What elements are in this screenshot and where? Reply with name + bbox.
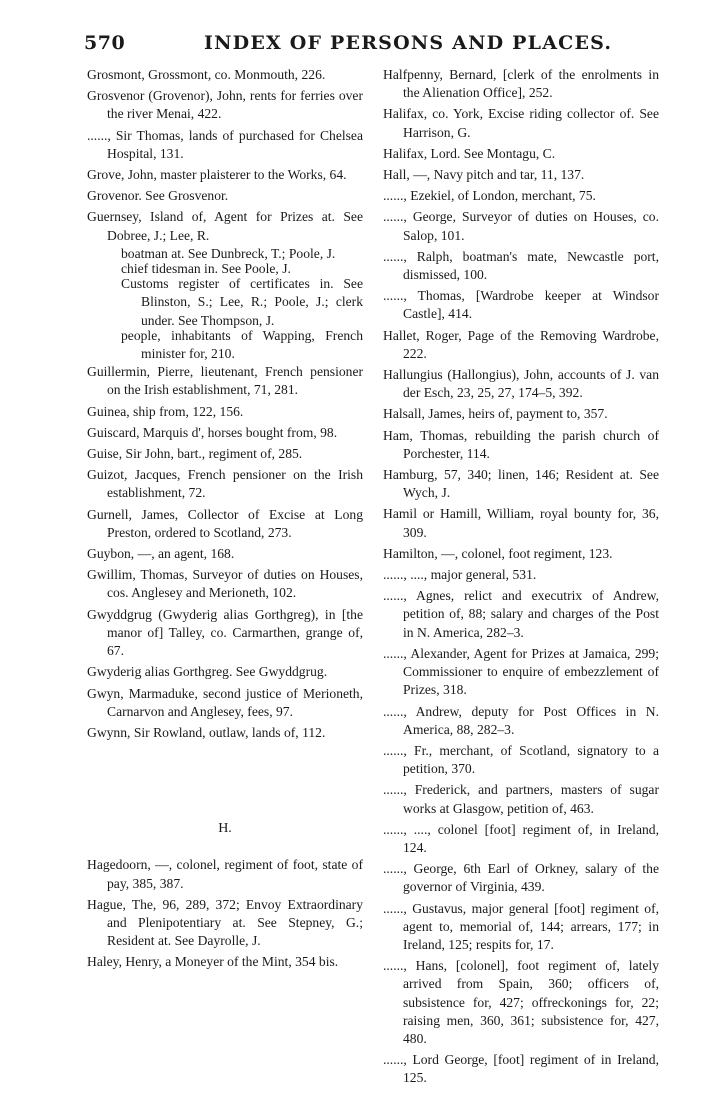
index-entry: Hamilton, —, colonel, foot regiment, 123. (383, 545, 613, 561)
index-entry: Hallungius (Hallongius), John, accounts of J. van der Esch, 23, 25, 27, 174–5, 392. (383, 367, 659, 401)
index-entry: ......, George, Surveyor of duties on Houses, co. Salop, 101. (383, 209, 659, 243)
index-entry: ......, Sir Thomas, lands of purchased for Chelsea Hospital, 131. (87, 127, 363, 161)
index-entry: Gwillim, Thomas, Surveyor of duties on Houses, cos. Anglesey and Merioneth, 102. (87, 567, 363, 601)
index-entry: Hall, —, Navy pitch and tar, 11, 137. (383, 167, 585, 183)
index-entry: Haley, Henry, a Moneyer of the Mint, 354 bis. (87, 954, 339, 970)
index-entry: Guybon, —, an agent, 168. (87, 546, 235, 562)
index-entry: Hamil or Hamill, William, royal bounty for, 36, 309. (383, 506, 659, 540)
index-entry: ......, ...., major general, 531. (383, 567, 537, 583)
index-entry: Guizot, Jacques, French pensioner on the Irish establishment, 72. (87, 467, 363, 501)
index-entry: ......, Lord George, [foot] regiment of in Ireland, 125. (383, 1052, 659, 1086)
index-entry: Guiscard, Marquis d', horses bought from, 98. (87, 424, 338, 440)
index-entry: ......, George, 6th Earl of Orkney, salary of the governor of Virginia, 439. (383, 861, 659, 895)
index-entry: Hagedoorn, —, colonel, regiment of foot, state of pay, 385, 387. (87, 857, 363, 891)
page-header (84, 30, 654, 56)
index-entry: Halfpenny, Bernard, [clerk of the enrolments in the Alienation Office], 252. (383, 67, 659, 101)
index-entry: boatman at. See Dunbreck, T.; Poole, J. (121, 245, 336, 261)
index-entry: Hamburg, 57, 340; linen, 146; Resident at. See Wych, J. (383, 467, 659, 501)
section-letter-heading: H. (218, 821, 232, 837)
left-column (87, 66, 363, 975)
index-entry: Halifax, Lord. See Montagu, C. (383, 145, 556, 161)
index-entry: Grove, John, master plaisterer to the Works, 64. (87, 167, 347, 183)
index-entry: Hallet, Roger, Page of the Removing Wardrobe, 222. (383, 327, 659, 361)
index-entry: ......, Fr., merchant, of Scotland, signatory to a petition, 370. (383, 742, 659, 777)
index-entry: Gwynn, Sir Rowland, outlaw, lands of, 112. (87, 724, 326, 740)
index-entry: ......, ...., colonel [foot] regiment of, in Ireland, 124. (383, 821, 659, 855)
index-entry: Hague, The, 96, 289, 372; Envoy Extraordinary and Plenipotentiary at. See Stepney, G.; Resident at. See Dayrolle, J. (87, 896, 363, 949)
index-entry: Guillermin, Pierre, lieutenant, French pensioner on the Irish establishment, 71, 281. (87, 364, 363, 398)
index-entry: Grosvenor (Grovenor), John, rents for ferries over the river Menai, 422. (87, 88, 363, 122)
index-entry: people, inhabitants of Wapping, French minister for, 210. (121, 327, 363, 362)
index-entry: Guise, Sir John, bart., regiment of, 285. (87, 446, 303, 462)
index-entry: Grosmont, Grossmont, co. Monmouth, 226. (87, 67, 326, 82)
index-entry: Gwyderig alias Gorthgreg. See Gwyddgrug. (87, 664, 328, 680)
index-entry: Gwyn, Marmaduke, second justice of Merioneth, Carnarvon and Anglesey, fees, 97. (87, 685, 363, 719)
index-entry: Guernsey, Island of, Agent for Prizes at. See Dobree, J.; Lee, R. (87, 209, 363, 243)
index-entry: ......, Alexander, Agent for Prizes at Jamaica, 299; Commissioner to enquire of embezzlement of Prizes, 318. (383, 645, 659, 698)
index-entry: Halsall, James, heirs of, payment to, 357. (383, 406, 608, 422)
index-entry: ......, Frederick, and partners, masters of sugar works at Glasgow, petition of, 463. (383, 782, 659, 816)
page-number: 570 (84, 32, 126, 54)
index-entry: Halifax, co. York, Excise riding collector of. See Harrison, G. (383, 106, 659, 140)
index-entry: chief tidesman in. See Poole, J. (121, 261, 291, 277)
index-entry: ......, Hans, [colonel], foot regiment of, lately arrived from Spain, 360; officers of, subsistence for, 427; offreckonings for, 22; raising men, 360, 361; subsistence for, 427, 480. (383, 958, 659, 1046)
index-entry: Grovenor. See Grosvenor. (87, 188, 229, 204)
index-entry: Customs register of certificates in. See Blinston, S.; Lee, R.; Poole, J.; clerk under. See Thompson, J. (121, 276, 363, 328)
index-entry: Ham, Thomas, rebuilding the parish church of Porchester, 114. (383, 427, 659, 461)
index-entry: ......, Andrew, deputy for Post Offices in N. America, 88, 282–3. (383, 703, 659, 737)
index-entry: Guinea, ship from, 122, 156. (87, 403, 244, 419)
index-entry: ......, Ralph, boatman's mate, Newcastle port, dismissed, 100. (383, 248, 659, 283)
index-entry: Gurnell, James, Collector of Excise at Long Preston, ordered to Scotland, 273. (87, 506, 363, 540)
right-column (383, 66, 659, 1091)
index-entry: ......, Gustavus, major general [foot] regiment of, agent to, memorial of, 144; arrears, 177; in Ireland, 125; respits for, 17. (383, 900, 659, 952)
index-entry: ......, Agnes, relict and executrix of Andrew, petition of, 88; salary and charges of the Post in N. America, 282–3. (383, 588, 659, 640)
index-entry: Gwyddgrug (Gwyderig alias Gorthgreg), in [the manor of] Talley, co. Carmarthen, grange of, 67. (87, 606, 363, 659)
index-entry: ......, Thomas, [Wardrobe keeper at Windsor Castle], 414. (383, 288, 659, 322)
index-entry: ......, Ezekiel, of London, merchant, 75. (383, 188, 596, 204)
running-title: INDEX OF PERSONS AND PLACES. (204, 32, 613, 54)
